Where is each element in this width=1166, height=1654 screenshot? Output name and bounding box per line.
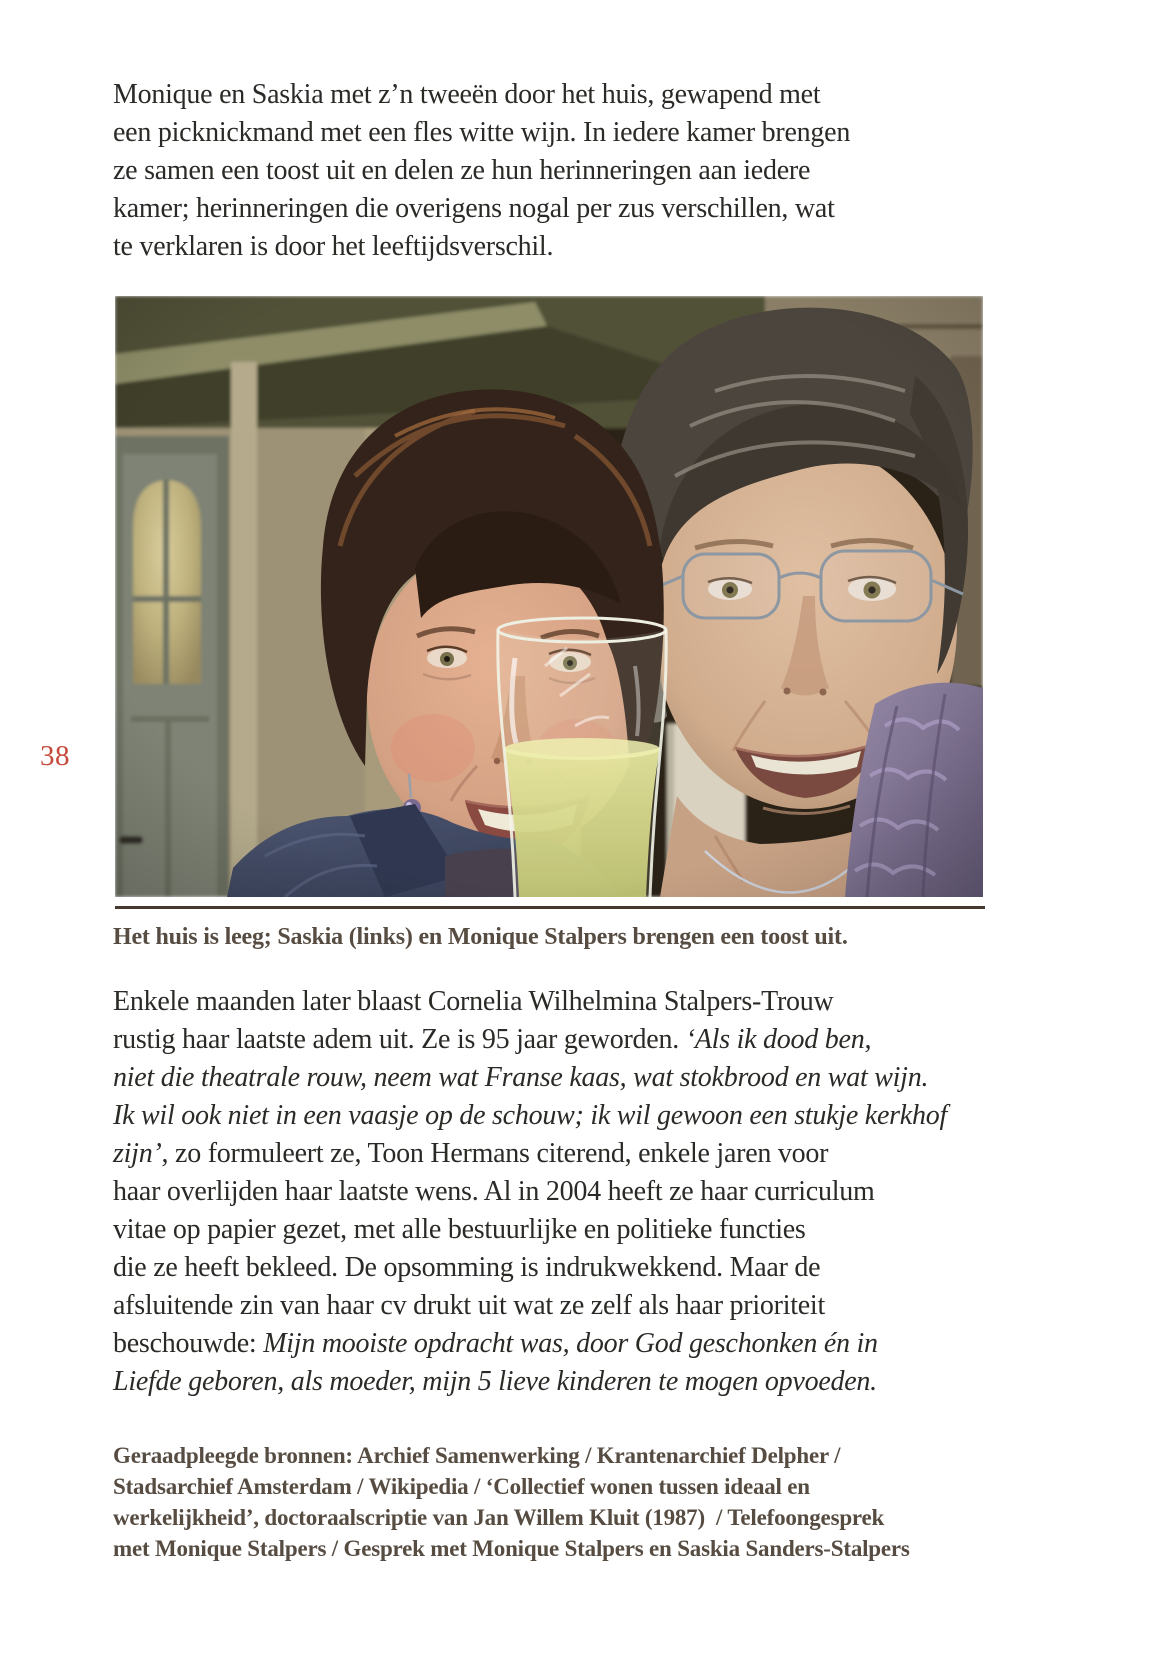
text-line — [113, 1325, 947, 1363]
text-line — [113, 1363, 947, 1401]
text-line — [113, 983, 947, 1021]
text-line — [113, 1021, 947, 1059]
text-segment: Enkele maanden later blaast Cornelia Wilhelmina Stalpers-Trouw — [113, 986, 834, 1017]
sources-paragraph — [113, 1440, 910, 1564]
text-segment: die ze heeft bekleed. De opsomming is indrukwekkend. Maar de — [113, 1252, 821, 1283]
photo-two-women-toasting — [115, 296, 983, 897]
text-segment: een picknickmand met een fles witte wijn. In iedere kamer brengen — [113, 117, 851, 148]
text-segment: ze samen een toost uit en delen ze hun herinneringen aan iedere — [113, 155, 811, 186]
text-line — [113, 1471, 910, 1502]
text-segment: , zo formuleert ze, Toon Hermans citerend, enkele jaren voor — [161, 1138, 829, 1169]
text-segment: vitae op papier gezet, met alle bestuurlijke en politieke functies — [113, 1214, 806, 1245]
text-line — [113, 1059, 947, 1097]
page-number: 38 — [40, 740, 70, 772]
text-line — [113, 76, 850, 114]
text-line — [113, 1440, 910, 1471]
text-line — [113, 1287, 947, 1325]
text-segment: ‘Als ik dood ben, — [685, 1024, 872, 1055]
text-segment: met Monique Stalpers / Gesprek met Monique Stalpers en Saskia Sanders-Stalpers — [113, 1536, 910, 1561]
text-segment: kamer; herinneringen die overigens nogal per zus verschillen, wat — [113, 193, 835, 224]
text-line — [113, 190, 850, 228]
text-line — [113, 1173, 947, 1211]
text-line — [113, 114, 850, 152]
text-segment: Monique en Saskia met z’n tweeën door het huis, gewapend met — [113, 79, 821, 110]
text-line — [113, 1249, 947, 1287]
photo-image — [115, 296, 983, 897]
text-segment: afsluitende zin van haar cv drukt uit wat ze zelf als haar prioriteit — [113, 1290, 825, 1321]
body-paragraph — [113, 983, 947, 1401]
caption-divider — [115, 906, 985, 909]
text-segment: Stadsarchief Amsterdam / Wikipedia / ‘Collectief wonen tussen ideaal en — [113, 1474, 810, 1499]
text-segment: Geraadpleegde bronnen: Archief Samenwerking / Krantenarchief Delpher / — [113, 1443, 841, 1468]
text-segment: Mijn mooiste opdracht was, door God geschonken én in — [263, 1328, 878, 1359]
text-segment: rustig haar laatste adem uit. Ze is 95 jaar geworden. — [113, 1024, 686, 1055]
text-segment: haar overlijden haar laatste wens. Al in 2004 heeft ze haar curriculum — [113, 1176, 875, 1207]
text-segment: Ik wil ook niet in een vaasje op de schouw; ik wil gewoon een stukje kerkhof — [113, 1100, 947, 1131]
text-segment: niet die theatrale rouw, neem wat Franse kaas, wat stokbrood en wat wijn. — [113, 1062, 929, 1093]
intro-paragraph — [113, 76, 850, 266]
text-segment: Liefde geboren, als moeder, mijn 5 lieve kinderen te mogen opvoeden. — [113, 1366, 877, 1397]
text-line — [113, 1502, 910, 1533]
text-segment: zijn’ — [113, 1138, 162, 1169]
text-line — [113, 152, 850, 190]
text-line — [113, 228, 850, 266]
text-line — [113, 1135, 947, 1173]
text-segment: werkelijkheid’, doctoraalscriptie van Jan Willem Kluit (1987) / Telefoongesprek — [113, 1505, 885, 1530]
text-segment: beschouwde: — [113, 1328, 264, 1359]
text-line — [113, 1097, 947, 1135]
text-line — [113, 1533, 910, 1564]
photo-caption: Het huis is leeg; Saskia (links) en Monique Stalpers brengen een toost uit. — [113, 924, 848, 950]
text-line — [113, 1211, 947, 1249]
text-segment: te verklaren is door het leeftijdsverschil. — [113, 231, 554, 262]
